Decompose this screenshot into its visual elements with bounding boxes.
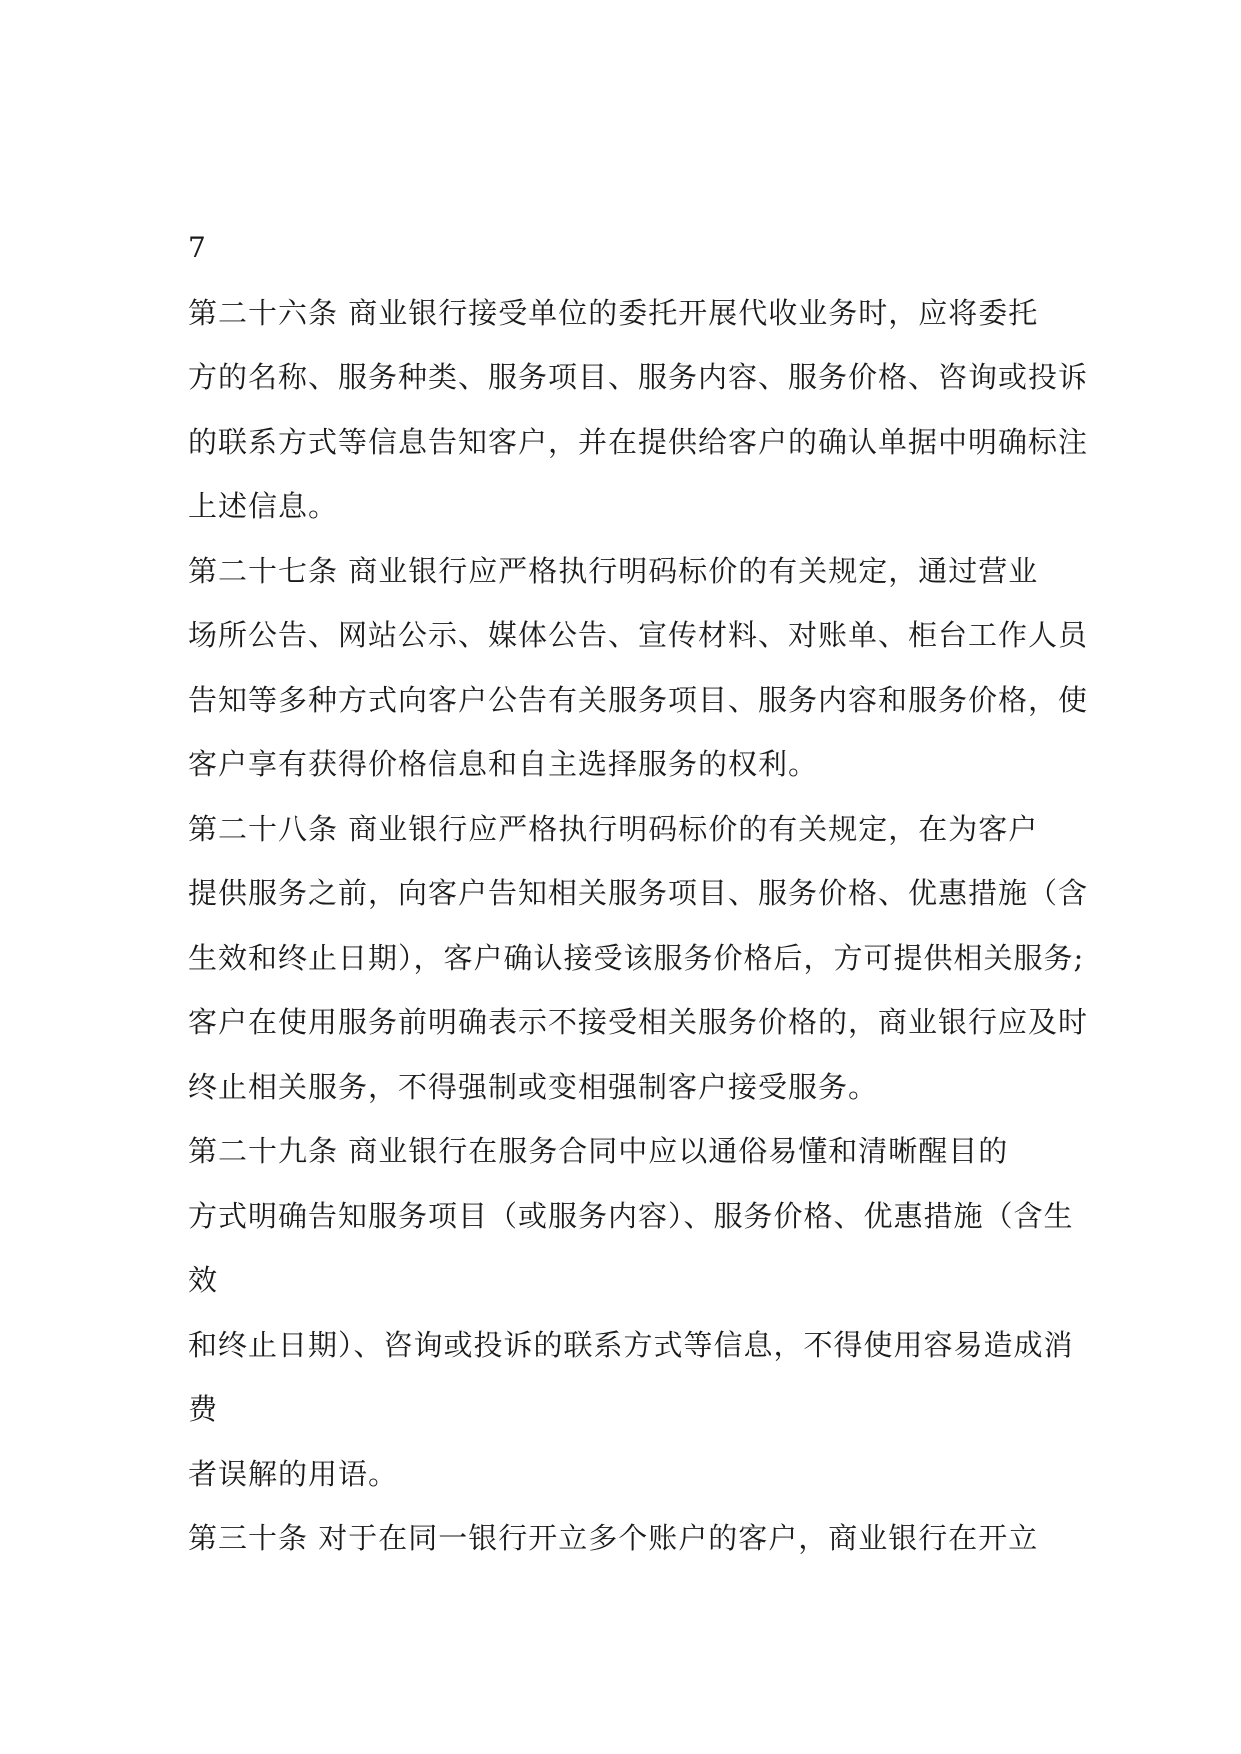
article-27-line-1: 第二十七条 商业银行应严格执行明码标价的有关规定，通过营业 <box>188 554 1039 588</box>
article-26-line-4: 上述信息。 <box>188 489 339 523</box>
article-29-line-3: 效 <box>188 1263 219 1297</box>
article-26-line-3: 的联系方式等信息告知客户，并在提供给客户的确认单据中明确标注 <box>188 425 1089 459</box>
article-30-line-1: 第三十条 对于在同一银行开立多个账户的客户，商业银行在开立 <box>188 1521 1039 1555</box>
article-29-line-6: 者误解的用语。 <box>188 1457 399 1491</box>
article-28-line-2: 提供服务之前，向客户告知相关服务项目、服务价格、优惠措施（含 <box>188 876 1089 910</box>
article-29-line-5: 费 <box>188 1392 219 1426</box>
article-27-line-4: 客户享有获得价格信息和自主选择服务的权利。 <box>188 747 819 781</box>
article-26-line-1: 第二十六条 商业银行接受单位的委托开展代收业务时，应将委托 <box>188 296 1039 330</box>
article-28-line-1: 第二十八条 商业银行应严格执行明码标价的有关规定，在为客户 <box>188 812 1039 846</box>
article-27-line-3: 告知等多种方式向客户公告有关服务项目、服务内容和服务价格，使 <box>188 683 1089 717</box>
article-28-line-5: 终止相关服务，不得强制或变相强制客户接受服务。 <box>188 1070 879 1104</box>
article-29-line-1: 第二十九条 商业银行在服务合同中应以通俗易懂和清晰醒目的 <box>188 1134 1009 1168</box>
article-28-line-4: 客户在使用服务前明确表示不接受相关服务价格的，商业银行应及时 <box>188 1005 1089 1039</box>
article-29-line-4: 和终止日期）、咨询或投诉的联系方式等信息，不得使用容易造成消 <box>188 1328 1074 1362</box>
article-29-line-2: 方式明确告知服务项目（或服务内容）、服务价格、优惠措施（含生 <box>188 1199 1074 1233</box>
article-27-line-2: 场所公告、网站公示、媒体公告、宣传材料、对账单、柜台工作人员 <box>188 618 1089 652</box>
article-26-line-2: 方的名称、服务种类、服务项目、服务内容、服务价格、咨询或投诉 <box>188 360 1089 394</box>
page-number: 7 <box>188 231 206 264</box>
article-28-line-3: 生效和终止日期），客户确认接受该服务价格后，方可提供相关服务; <box>188 941 1085 975</box>
